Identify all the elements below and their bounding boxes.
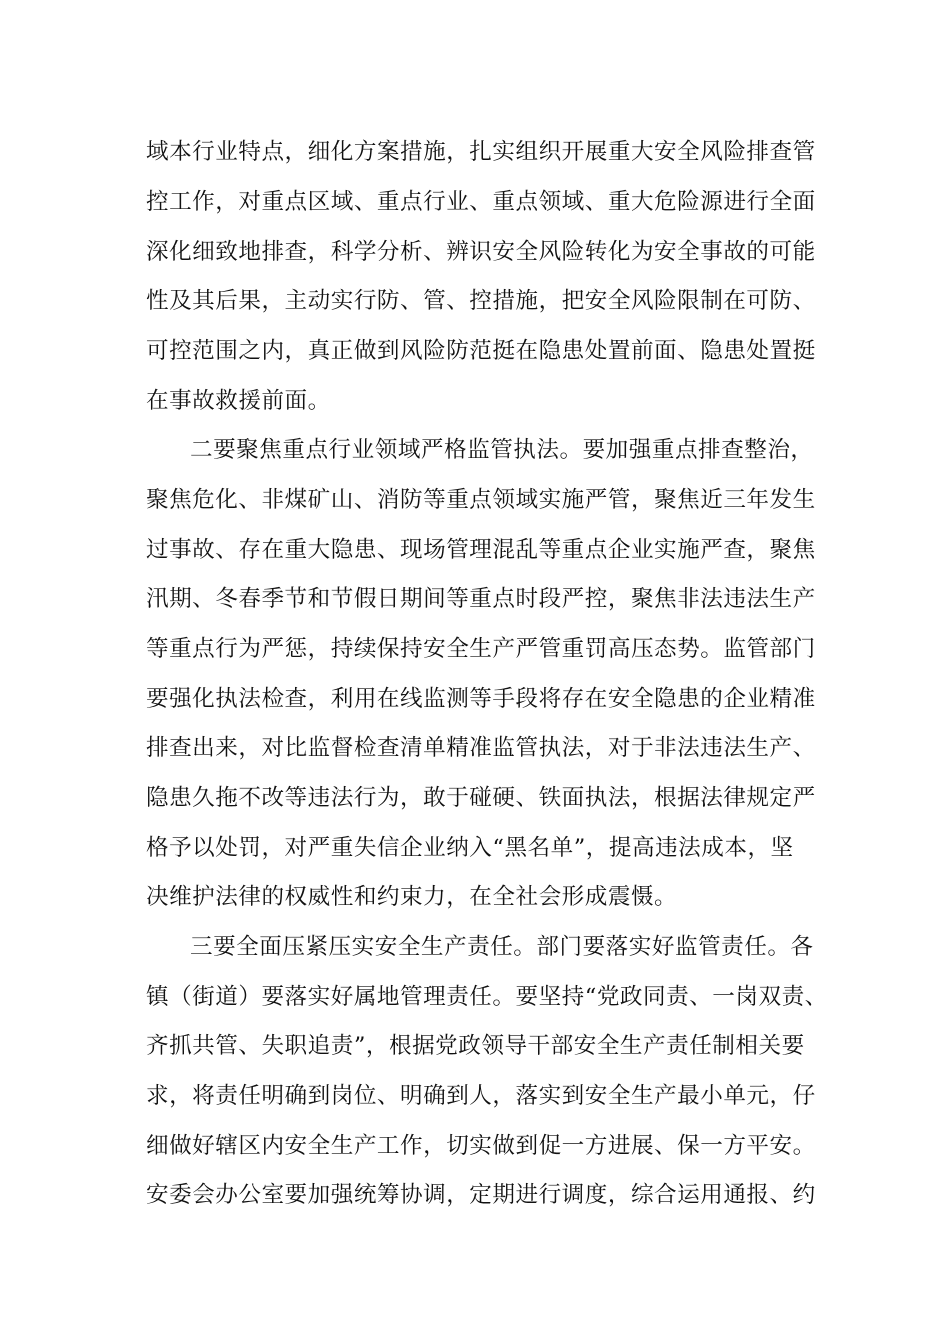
text-line: 聚焦危化、非煤矿山、消防等重点领域实施严管，聚焦近三年发生 <box>146 487 816 513</box>
text-line: 性及其后果，主动实行防、管、控措施，把安全风险限制在可防、 <box>146 288 816 314</box>
text-line: 齐抓共管、失职追责”，根据党政领导干部安全生产责任制相关要 <box>146 1033 805 1059</box>
text-line: 决维护法律的权威性和约束力，在全社会形成震慑。 <box>146 884 678 910</box>
text-line: 隐患久拖不改等违法行为，敢于碰硬、铁面执法，根据法律规定严 <box>146 785 816 811</box>
text-line: 格予以处罚，对严重失信企业纳入“黑名单”，提高违法成本，坚 <box>146 835 794 861</box>
text-line: 深化细致地排查，科学分析、辨识安全风险转化为安全事故的可能 <box>146 239 816 265</box>
text-line: 控工作，对重点区域、重点行业、重点领域、重大危险源进行全面 <box>146 189 816 215</box>
text-line: 域本行业特点，细化方案措施，扎实组织开展重大安全风险排查管 <box>146 139 816 165</box>
paragraph-first-line: 三要全面压紧压实安全生产责任。部门要落实好监管责任。各 <box>190 934 814 960</box>
text-line: 排查出来，对比监督检查清单精准监管执法，对于非法违法生产、 <box>146 735 816 761</box>
text-line: 汛期、冬春季节和节假日期间等重点时段严控，聚焦非法违法生产 <box>146 586 816 612</box>
text-line: 安委会办公室要加强统筹协调，定期进行调度，综合运用通报、约 <box>146 1182 816 1208</box>
text-line: 等重点行为严惩，持续保持安全生产严管重罚高压态势。监管部门 <box>146 636 816 662</box>
text-line: 可控范围之内，真正做到风险防范挺在隐患处置前面、隐患处置挺 <box>146 338 816 364</box>
text-line: 过事故、存在重大隐患、现场管理混乱等重点企业实施严查，聚焦 <box>146 537 816 563</box>
text-line: 细做好辖区内安全生产工作，切实做到促一方进展、保一方平安。 <box>146 1133 816 1159</box>
text-line: 镇（街道）要落实好属地管理责任。要坚持“党政同责、一岗双责、 <box>146 984 828 1010</box>
text-line: 在事故救援前面。 <box>146 388 331 414</box>
text-line: 要强化执法检查，利用在线监测等手段将存在安全隐患的企业精准 <box>146 686 816 712</box>
text-line: 求，将责任明确到岗位、明确到人，落实到安全生产最小单元，仔 <box>146 1083 816 1109</box>
paragraph-first-line: 二要聚焦重点行业领域严格监管执法。要加强重点排查整治， <box>190 437 814 463</box>
